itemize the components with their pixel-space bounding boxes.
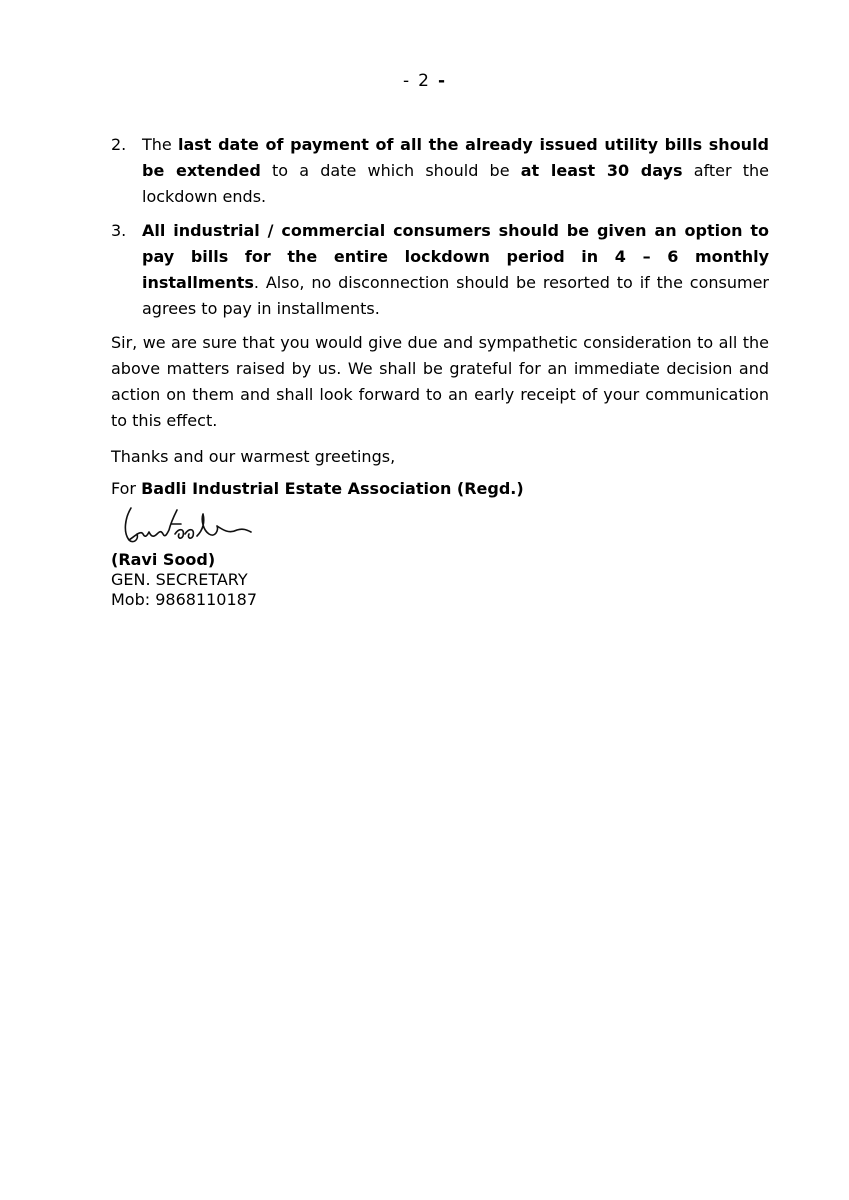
page-number-left-dash: -: [402, 71, 411, 91]
page-number-right-dash: -: [437, 71, 447, 91]
organization-name: Badli Industrial Estate Association (Regd.): [141, 479, 524, 498]
signatory-title: GEN. SECRETARY: [111, 570, 248, 589]
greeting: Thanks and our warmest greetings,: [111, 447, 396, 466]
for-prefix: For: [111, 479, 142, 498]
list-marker: 2.: [111, 135, 127, 154]
list-item: [111, 218, 769, 322]
text-run: The: [142, 135, 178, 154]
list-item: [111, 132, 769, 210]
page-number: [0, 68, 849, 94]
text-run: after the lockdown ends.: [142, 161, 769, 206]
closing-paragraph: Sir, we are sure that you would give due and sympathetic consideration to all the above matters raised by us. We shall be grateful for an immediate decision and action on them and shall look forward to an early receipt of your communication to this effect.: [111, 333, 769, 430]
for-line: [111, 476, 769, 502]
text-run-bold: at least 30 days: [520, 161, 683, 180]
text-run-bold: last date of payment of all the already issued utility bills should be extended: [142, 135, 770, 180]
signatory-name: (Ravi Sood): [111, 550, 216, 569]
signature-block: [111, 550, 769, 610]
list-marker: 3.: [111, 221, 127, 240]
text-run: to a date which should be: [260, 161, 521, 180]
page-number-value: 2: [418, 71, 430, 91]
signatory-mobile: Mob: 9868110187: [111, 590, 258, 609]
text-run-bold: All industrial / commercial consumers should be given an option to pay bills for the entire lockdown period in 4 – 6 monthly installments: [142, 221, 769, 292]
list-item-text: [142, 221, 769, 318]
letter-body: [111, 132, 769, 610]
list-item-text: [142, 135, 769, 206]
text-run: . Also, no disconnection should be resorted to if the consumer agrees to pay in installments.: [142, 273, 769, 318]
handwritten-signature: [117, 500, 257, 550]
